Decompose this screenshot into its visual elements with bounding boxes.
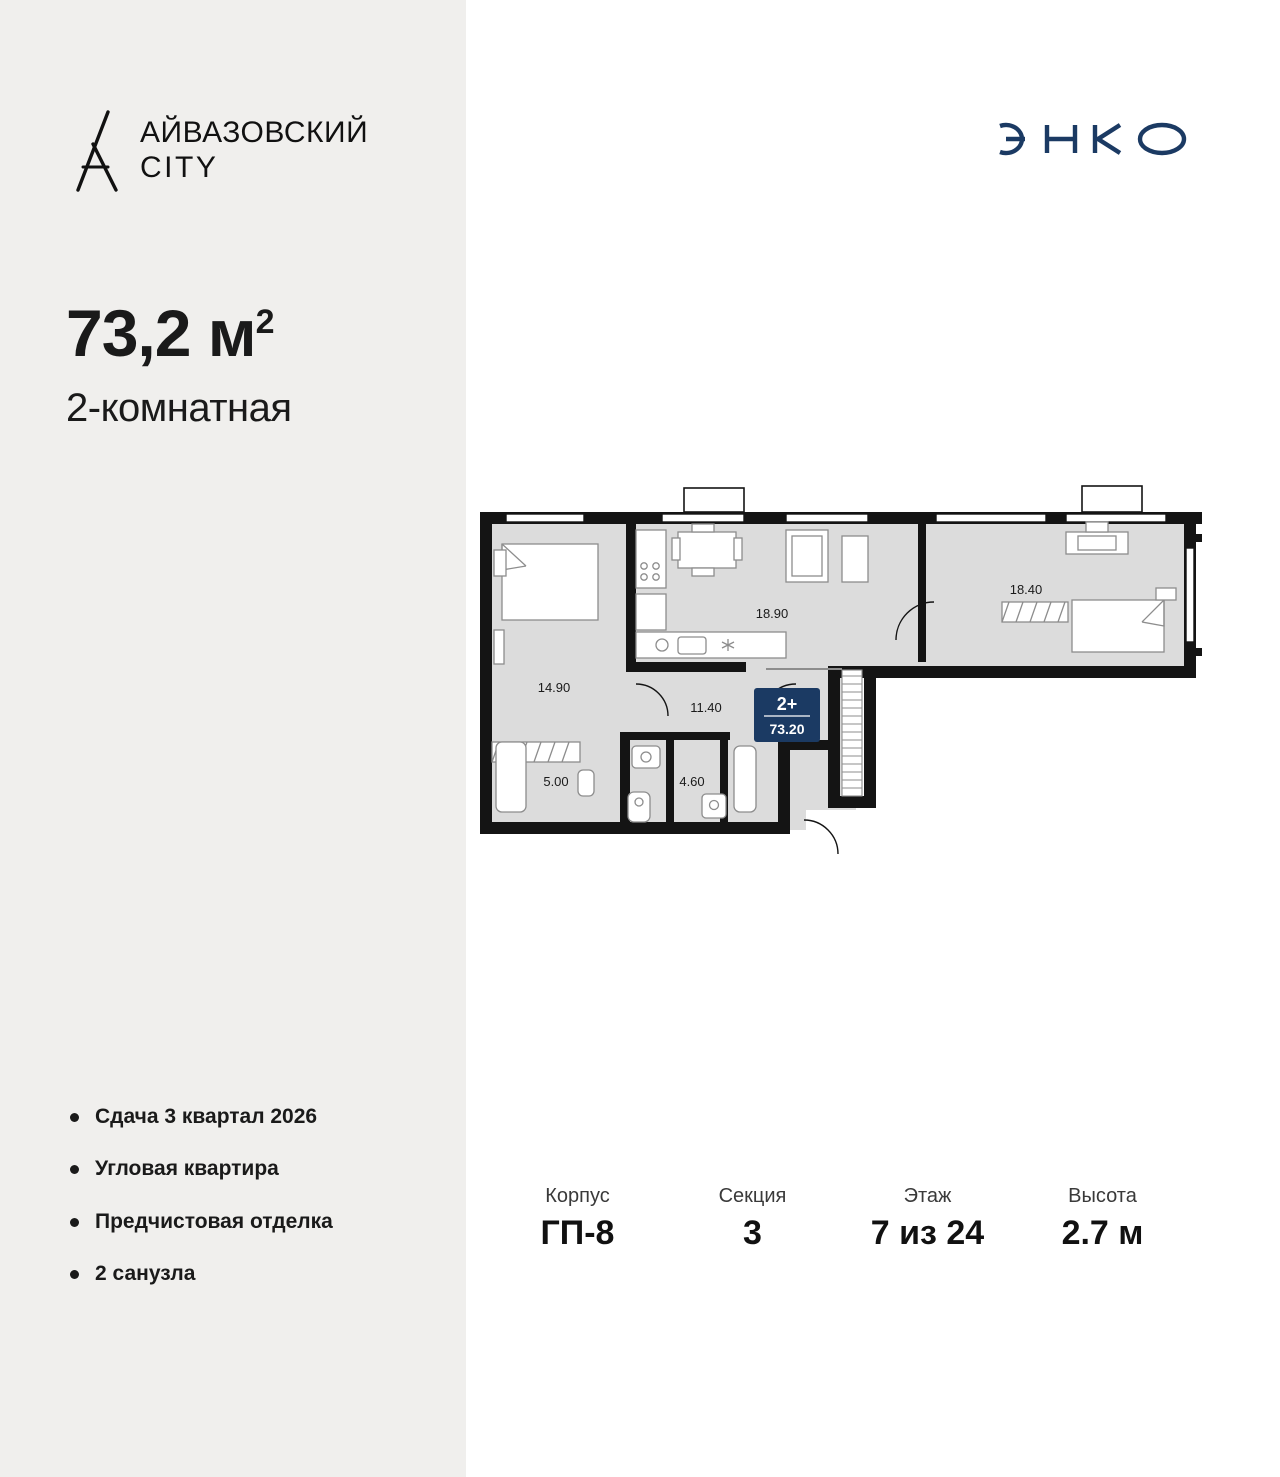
spec-label: Корпус: [545, 1185, 610, 1207]
room-count-label: 2-комнатная: [66, 386, 292, 430]
floor-plan: [466, 470, 1280, 870]
specs-row: [490, 1185, 1190, 1253]
svg-text:5.00: 5.00: [543, 774, 569, 789]
list-item: [70, 1261, 440, 1287]
spec-label: Этаж: [903, 1185, 952, 1207]
bullet-icon: [70, 1270, 79, 1279]
feature-label: 2 санузла: [95, 1261, 196, 1285]
spec-label: Высота: [1068, 1185, 1137, 1207]
list-item: [70, 1104, 440, 1130]
feature-label: Угловая квартира: [95, 1157, 279, 1181]
area-unit-superscript: 2: [255, 303, 274, 341]
spec-value: 7 из 24: [870, 1214, 985, 1252]
aivazovsky-a-mark-icon: [68, 110, 128, 192]
list-item: [70, 1156, 440, 1182]
spec-building: [490, 1185, 665, 1253]
svg-text:4.60: 4.60: [679, 774, 705, 789]
bullet-icon: [70, 1165, 79, 1174]
floor-plan-svg: [466, 470, 1280, 870]
bullet-icon: [70, 1113, 79, 1122]
svg-text:18.40: 18.40: [1009, 582, 1043, 597]
left-info-panel: [0, 0, 466, 1477]
project-logo: [68, 104, 398, 204]
list-item: [70, 1209, 440, 1235]
svg-text:11.40: 11.40: [690, 700, 722, 715]
logo-line-2: CITY: [140, 150, 219, 184]
svg-text:73.20: 73.20: [769, 721, 805, 737]
spec-height: [1015, 1185, 1190, 1253]
plan-badge: [754, 688, 820, 742]
spec-section: [665, 1185, 840, 1253]
spec-value: 2.7 м: [1061, 1214, 1144, 1252]
logo-line-1: АЙВАЗОВСКИЙ: [140, 116, 369, 149]
feature-label: Сдача 3 квартал 2026: [95, 1105, 318, 1128]
spec-value: 3: [743, 1214, 762, 1252]
furniture-living-kitchen: [786, 530, 868, 582]
svg-text:14.90: 14.90: [537, 680, 571, 695]
spec-value: ГП-8: [540, 1214, 615, 1252]
features-list: [70, 1104, 440, 1313]
enko-logo-icon: [992, 112, 1202, 166]
badge-rooms: 2+: [776, 694, 798, 714]
spec-floor: [840, 1185, 1015, 1253]
feature-label: Предчистовая отделка: [95, 1209, 333, 1233]
svg-text:18.90: 18.90: [755, 606, 789, 621]
area-value: 73,2 $м^2$: [66, 296, 274, 370]
area-block: [66, 296, 446, 431]
bullet-icon: [70, 1218, 79, 1227]
spec-label: Секция: [718, 1185, 787, 1207]
